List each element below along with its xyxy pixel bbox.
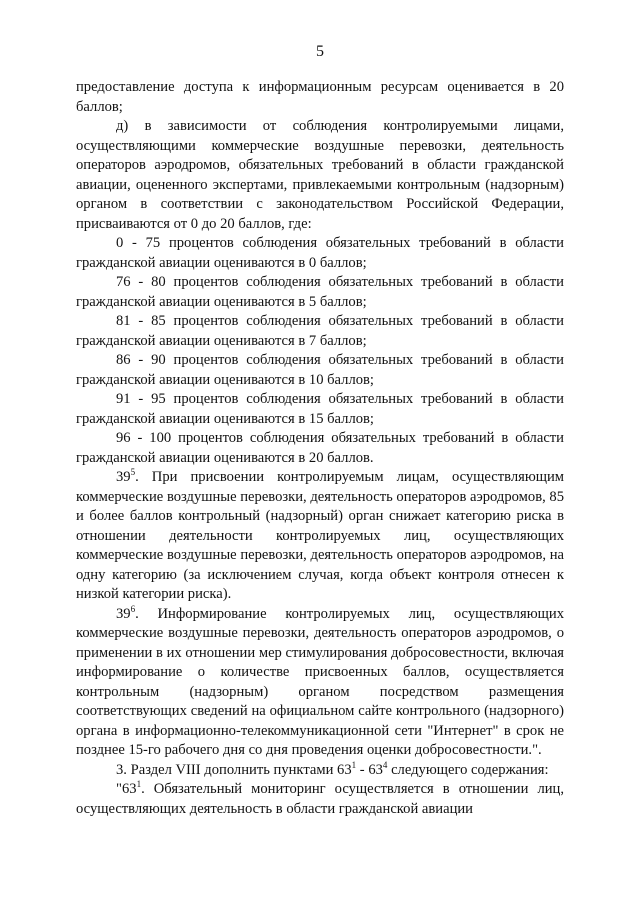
paragraph-score-20: 96 - 100 процентов соблюдения обязательных требований в области гражданской авиации оцениваются в 20 баллов. [76,430,564,466]
section-text-c: следующего содержания: [387,761,549,778]
clause-text: . Информирование контролируемых лиц, осуществляющих коммерческие воздушные перевозки, деятельность операторов аэродромов, о применении в их отношении мер стимулирования добросовестности, включая информирование о количестве присвоенных баллов, осуществляется контрольным (надзорным) органом посредством размещения соответствующих сведений на официальном сайте контрольного (надзорного) органа в информационно-телекоммуникационной сети "Интернет" в срок не позднее 15-го рабочего дня со дня проведения оценки добросовестности.". [76,605,564,758]
paragraph-score-0: 0 - 75 процентов соблюдения обязательных требований в области гражданской авиации оцениваются в 0 баллов; [76,235,564,271]
clause-number: 39 [116,469,131,485]
document-body [76,78,564,819]
clause-superscript: 5 [130,467,136,478]
section-superscript-a: 1 [351,759,357,770]
paragraph-compliance-criteria: д) в зависимости от соблюдения контролируемыми лицами, осуществляющими коммерческие воздушные перевозки, деятельность операторов аэродромов, обязательных требований в области гражданской авиации, оцененного экспертами, привлекаемыми контрольным (надзорным) органом в соответствии с законодательством Российской Федерации, присваиваются от 0 до 20 баллов, где: [76,118,564,232]
paragraph-39-6 [76,605,564,761]
section-text-b: - 63 [356,761,383,778]
page-number: 5 [316,43,324,60]
clause-text: . При присвоении контролируемым лицам, осуществляющим коммерческие воздушные перевозки, деятельность операторов аэродромов, 85 и более баллов контрольный (надзорный) орган снижает категорию риска в отношении деятельности контролируемых лиц, осуществляющих коммерческие воздушные перевозки, деятельность операторов аэродромов, на одну категорию (за исключением случая, когда объект контроля отнесен к низкой категории риска). [76,469,564,602]
paragraph-score-5: 76 - 80 процентов соблюдения обязательных требований в области гражданской авиации оцениваются в 5 баллов; [76,274,564,310]
clause-text: . Обязательный мониторинг осуществляется в отношении лиц, осуществляющих деятельность в области гражданской авиации [76,781,564,817]
paragraph-access-score: предоставление доступа к информационным ресурсам оценивается в 20 баллов; [76,79,564,115]
paragraph-score-15: 91 - 95 процентов соблюдения обязательных требований в области гражданской авиации оцениваются в 15 баллов; [76,391,564,427]
paragraph-section-viii [76,761,564,781]
clause-superscript: 6 [130,603,136,614]
section-superscript-b: 4 [382,759,388,770]
clause-number: 39 [116,605,131,622]
section-text-a: 3. Раздел VIII дополнить пунктами 63 [116,761,352,778]
paragraph-39-5 [76,468,564,605]
paragraph-63-1 [76,780,564,819]
clause-number: "63 [116,781,137,797]
paragraph-score-7: 81 - 85 процентов соблюдения обязательных требований в области гражданской авиации оцениваются в 7 баллов; [76,313,564,349]
clause-superscript: 1 [136,779,142,790]
paragraph-score-10: 86 - 90 процентов соблюдения обязательных требований в области гражданской авиации оцениваются в 10 баллов; [76,352,564,388]
